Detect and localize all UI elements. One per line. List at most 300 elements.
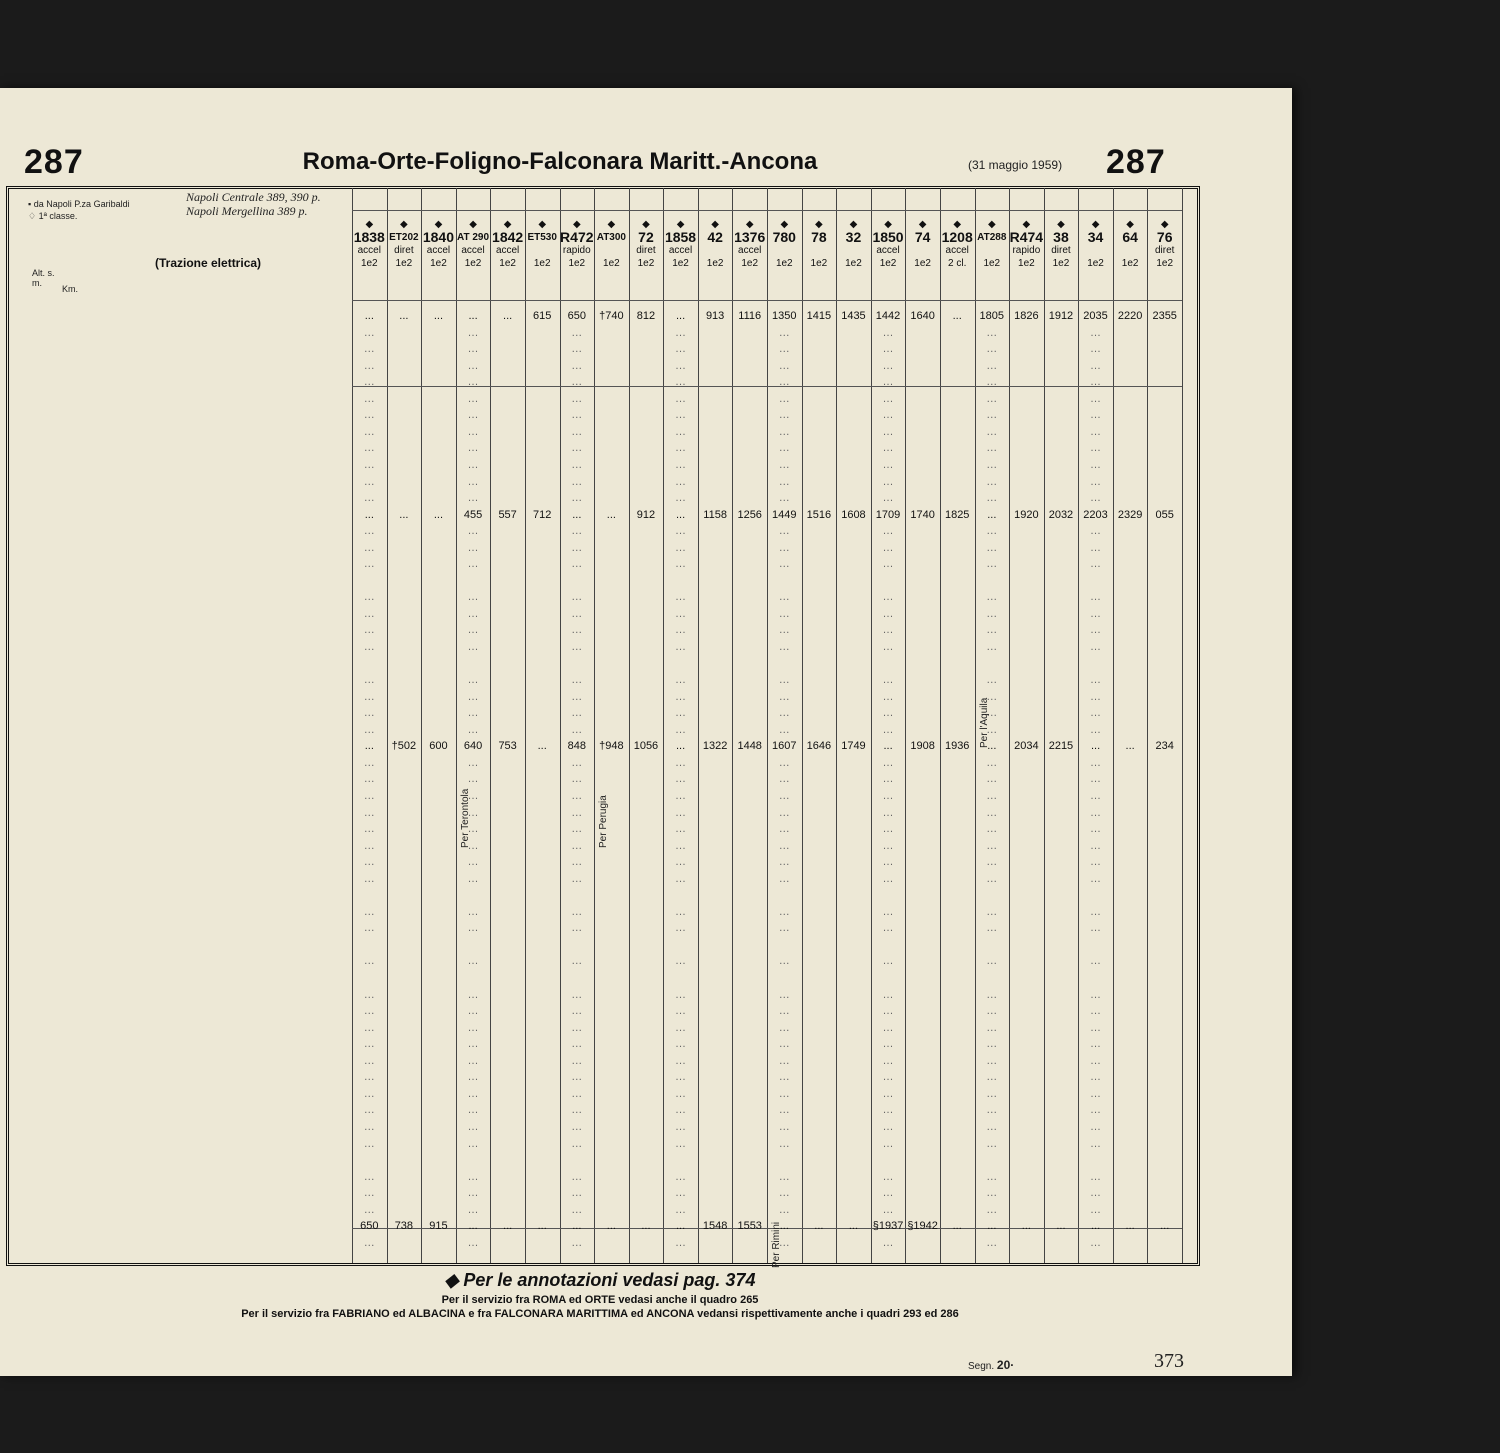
empty-cell: … (1090, 458, 1102, 471)
empty-cell: … (778, 492, 790, 505)
empty-cell: … (363, 1005, 375, 1018)
station-row (10, 591, 350, 607)
empty-cell: … (778, 905, 790, 918)
edition-date: (31 maggio 1959) (968, 158, 1063, 172)
station-row (10, 989, 350, 1005)
empty-cell: … (467, 425, 479, 438)
empty-cell: … (882, 591, 894, 604)
station-row (10, 1187, 350, 1203)
time-cell: ... (468, 310, 478, 322)
empty-cell: … (675, 707, 687, 720)
empty-cell: … (986, 674, 998, 687)
empty-cell: … (467, 1120, 479, 1133)
empty-cell: … (882, 674, 894, 687)
empty-cell: … (363, 376, 375, 389)
station-row (10, 1204, 350, 1220)
train-number: 1208 (941, 229, 973, 245)
train-header (525, 218, 560, 270)
empty-cell: … (882, 641, 894, 653)
time-cell: ... (468, 1220, 478, 1233)
empty-cell: … (1090, 905, 1102, 918)
empty-cell: … (467, 607, 479, 620)
empty-cell: … (675, 525, 687, 538)
time-cell: ... (364, 310, 374, 322)
empty-cell: … (1090, 789, 1102, 802)
time-cell: 738 (394, 1220, 414, 1233)
time-cell: ... (606, 1220, 616, 1233)
empty-cell: … (363, 425, 375, 438)
timetable-grid (352, 188, 1182, 1268)
empty-cell: … (467, 326, 479, 339)
train-type (1113, 244, 1148, 257)
train-header (871, 218, 906, 270)
empty-cell: … (1090, 806, 1102, 819)
empty-cell: … (467, 690, 479, 703)
time-cell: 2035 (1083, 310, 1108, 322)
empty-cell: … (1090, 1005, 1102, 1018)
empty-cell: … (571, 591, 583, 604)
empty-cell: … (675, 607, 687, 620)
column-divider (629, 188, 630, 1263)
empty-cell: … (467, 1021, 479, 1034)
empty-cell: … (1090, 1104, 1102, 1117)
empty-cell: … (363, 607, 375, 620)
empty-cell: … (778, 425, 790, 438)
empty-cell: … (882, 343, 894, 356)
train-number: R474 (1009, 229, 1044, 245)
empty-cell: … (467, 1071, 479, 1084)
train-number: 1858 (664, 229, 697, 245)
time-cell: §1942 (907, 1220, 938, 1233)
empty-cell: … (986, 1137, 998, 1150)
diamond-icon: ◆ (469, 219, 477, 230)
empty-cell: … (363, 905, 375, 918)
empty-cell: … (882, 773, 894, 786)
empty-cell: … (778, 376, 790, 389)
empty-cell: … (986, 839, 998, 852)
empty-cell: … (1090, 1054, 1102, 1067)
time-cell: 2355 (1152, 310, 1177, 322)
empty-cell: … (1090, 607, 1102, 620)
station-row (10, 873, 350, 889)
empty-cell: … (1090, 1170, 1102, 1183)
empty-cell: … (467, 756, 479, 769)
diamond-icon: ◆ (1091, 219, 1100, 230)
empty-cell: … (675, 641, 687, 653)
train-header (940, 218, 975, 270)
time-cell: ... (537, 1220, 547, 1233)
empty-cell: … (467, 1038, 479, 1051)
empty-cell: … (571, 856, 583, 869)
train-type: rapido (1012, 245, 1041, 256)
station-row (10, 442, 350, 458)
empty-cell: … (571, 789, 583, 802)
empty-cell: … (571, 1038, 583, 1051)
empty-cell: … (1090, 492, 1102, 505)
empty-cell: … (571, 1054, 583, 1067)
page-number-left: 287 (24, 143, 84, 181)
station-row (10, 790, 350, 806)
empty-cell: … (467, 872, 479, 885)
time-cell: ... (883, 740, 893, 753)
empty-cell: … (986, 690, 998, 703)
empty-cell: … (467, 1104, 479, 1117)
time-cell: 1256 (737, 508, 762, 521)
train-type: accel (495, 245, 520, 256)
time-cell: 1415 (806, 310, 832, 322)
column-divider (594, 188, 595, 1263)
column-divider (940, 188, 941, 1263)
empty-cell: … (882, 326, 894, 339)
empty-cell: … (986, 1005, 998, 1018)
train-number: 74 (914, 229, 931, 245)
train-number: 78 (811, 229, 827, 245)
empty-cell: … (571, 723, 583, 736)
empty-cell: … (467, 789, 479, 802)
empty-cell: … (675, 1104, 687, 1117)
time-cell: 2034 (1014, 740, 1039, 753)
train-number: 1840 (422, 229, 455, 245)
empty-cell: … (363, 872, 375, 885)
empty-cell: … (778, 674, 790, 687)
empty-cell: … (571, 922, 583, 935)
time-cell: 912 (636, 508, 656, 521)
train-header (1078, 218, 1113, 270)
empty-cell: … (778, 690, 790, 703)
time-cell: 1805 (979, 310, 1005, 322)
empty-cell: … (363, 723, 375, 736)
time-cell: 1825 (944, 508, 970, 521)
empty-cell: … (467, 1170, 479, 1183)
row-divider (352, 300, 1182, 301)
empty-cell: … (363, 789, 375, 802)
train-number: 72 (638, 229, 654, 245)
annotations-note: ◆ Per le annotazioni vedasi pag. 374 (444, 1270, 756, 1290)
time-cell: ... (987, 740, 997, 753)
empty-cell: … (571, 1137, 583, 1150)
empty-cell: … (882, 1054, 894, 1067)
time-cell: ... (952, 1220, 962, 1233)
train-type: accel (738, 245, 762, 256)
time-cell: 1826 (1014, 310, 1039, 322)
empty-cell: … (675, 541, 687, 554)
time-cell: 234 (1155, 740, 1174, 753)
empty-cell: … (986, 326, 998, 339)
empty-cell: … (571, 1021, 583, 1034)
train-class: 1e2 (1156, 258, 1174, 269)
empty-cell: … (467, 1236, 479, 1249)
time-cell: ... (675, 508, 686, 521)
header-notes (28, 198, 130, 222)
empty-cell: … (986, 806, 998, 819)
empty-cell: … (882, 525, 894, 538)
time-cell: ... (606, 508, 616, 521)
train-header (975, 218, 1010, 270)
empty-cell: … (1090, 1038, 1102, 1051)
column-divider (387, 188, 388, 1263)
empty-cell: … (882, 392, 894, 405)
empty-cell: … (1090, 839, 1102, 852)
empty-cell: … (675, 1021, 687, 1034)
empty-cell: … (778, 806, 790, 819)
empty-cell: … (778, 442, 790, 455)
empty-cell: … (363, 359, 375, 372)
empty-cell: … (986, 1071, 998, 1084)
alt-header: Alt. s. m. (32, 268, 55, 288)
empty-cell: … (986, 905, 998, 918)
empty-cell: … (778, 1170, 790, 1183)
empty-cell: … (778, 525, 790, 538)
empty-cell: … (571, 690, 583, 703)
empty-cell: … (986, 525, 998, 538)
empty-cell: … (571, 343, 583, 356)
empty-cell: … (467, 1137, 479, 1150)
train-type: diret (636, 245, 656, 256)
empty-cell: … (778, 773, 790, 786)
empty-cell: … (571, 641, 583, 653)
empty-cell: … (778, 359, 790, 372)
empty-cell: … (571, 1170, 583, 1183)
train-number: 780 (772, 229, 796, 245)
empty-cell: … (882, 872, 894, 885)
empty-cell: … (882, 988, 894, 1001)
empty-cell: … (986, 641, 998, 653)
empty-cell: … (1090, 1071, 1102, 1084)
time-cell: 1740 (910, 508, 935, 521)
empty-cell: … (571, 409, 583, 422)
empty-cell: … (986, 359, 998, 372)
train-class: 1e2 (845, 258, 862, 269)
naples-mergellina: Napoli Mergellina 389 p. (186, 204, 308, 218)
empty-cell: … (778, 1054, 790, 1067)
page-number-right: 287 (1106, 143, 1166, 181)
time-cell: ... (952, 310, 962, 322)
train-type (802, 244, 837, 257)
empty-cell: … (778, 823, 790, 836)
empty-cell: … (986, 1038, 998, 1051)
time-cell: ... (1160, 1220, 1170, 1233)
empty-cell: … (986, 475, 998, 488)
empty-cell: … (363, 1021, 375, 1034)
empty-cell: … (363, 690, 375, 703)
empty-cell: … (675, 723, 687, 736)
empty-cell: … (986, 773, 998, 786)
diamond-icon: ◆ (503, 219, 512, 230)
diamond-icon: ◆ (642, 219, 650, 230)
train-header (802, 218, 837, 270)
empty-cell: … (1090, 723, 1102, 736)
empty-cell: … (986, 624, 998, 637)
train-type (975, 244, 1010, 257)
empty-cell: … (363, 1038, 375, 1051)
empty-cell: … (882, 475, 894, 488)
empty-cell: … (675, 492, 687, 505)
empty-cell: … (675, 475, 687, 488)
station-row (10, 310, 350, 326)
time-cell: ... (1090, 1220, 1101, 1233)
empty-cell: … (882, 756, 894, 769)
empty-cell: … (882, 624, 894, 637)
empty-cell: … (363, 1071, 375, 1084)
station-row (10, 823, 350, 839)
empty-cell: … (778, 607, 790, 620)
empty-cell: … (467, 1054, 479, 1067)
empty-cell: … (778, 558, 790, 571)
diamond-icon: ◆ (434, 219, 443, 230)
empty-cell: … (675, 442, 687, 455)
empty-cell: … (882, 1104, 894, 1117)
station-row (10, 955, 350, 971)
train-class: 1e2 (1018, 258, 1035, 269)
station-row (10, 542, 350, 558)
time-cell: 1646 (806, 740, 832, 753)
time-cell: 455 (463, 508, 483, 521)
time-cell: 650 (567, 310, 586, 322)
empty-cell: … (571, 872, 583, 885)
empty-cell: … (571, 425, 583, 438)
empty-cell: … (675, 955, 687, 968)
diamond-icon: ◆ (884, 219, 892, 230)
empty-cell: … (986, 425, 998, 438)
train-number: 34 (1087, 229, 1104, 245)
empty-cell: … (986, 1187, 998, 1200)
empty-cell: … (986, 376, 998, 389)
empty-cell: … (675, 1087, 687, 1100)
empty-cell: … (467, 343, 479, 356)
empty-cell: … (1090, 359, 1102, 372)
empty-cell: … (675, 674, 687, 687)
diamond-icon: ◆ (953, 219, 962, 230)
empty-cell: … (571, 541, 583, 554)
empty-cell: … (363, 641, 375, 653)
empty-cell: … (986, 392, 998, 405)
train-header (1147, 218, 1182, 270)
train-number: 76 (1156, 229, 1173, 245)
column-divider (525, 188, 526, 1263)
station-row (10, 1055, 350, 1071)
empty-cell: … (675, 558, 687, 571)
empty-cell: … (778, 1021, 790, 1034)
empty-cell: … (882, 922, 894, 935)
diamond-icon: ◆ (365, 219, 374, 230)
empty-cell: … (1090, 541, 1102, 554)
empty-cell: … (571, 392, 583, 405)
station-row (10, 327, 350, 343)
empty-cell: … (882, 823, 894, 836)
station-row (10, 1104, 350, 1120)
empty-cell: … (467, 525, 479, 538)
time-cell: 557 (498, 508, 517, 521)
empty-cell: … (675, 856, 687, 869)
empty-cell: … (363, 1236, 375, 1249)
time-cell: 1640 (910, 310, 935, 322)
empty-cell: … (571, 376, 583, 389)
column-divider (836, 188, 837, 1263)
train-header (1044, 218, 1079, 270)
empty-cell: … (1090, 756, 1102, 769)
column-divider (1044, 188, 1045, 1263)
empty-cell: … (882, 1170, 894, 1183)
train-header (732, 218, 767, 270)
empty-cell: … (467, 409, 479, 422)
train-header (836, 218, 871, 270)
time-cell: 1936 (944, 740, 970, 753)
empty-cell: … (363, 988, 375, 1001)
train-class: 1e2 (464, 258, 482, 269)
empty-cell: … (778, 1120, 790, 1133)
empty-cell: … (986, 756, 998, 769)
empty-cell: … (571, 988, 583, 1001)
empty-cell: … (571, 1087, 583, 1100)
empty-cell: … (363, 409, 375, 422)
station-row (10, 1005, 350, 1021)
empty-cell: … (571, 442, 583, 455)
column-divider (421, 188, 422, 1263)
time-cell: 640 (463, 740, 483, 753)
traction-note: (Trazione elettrica) (155, 256, 262, 270)
empty-cell: … (986, 343, 998, 356)
diamond-icon: ◆ (572, 219, 581, 230)
empty-cell: … (778, 1005, 790, 1018)
empty-cell: … (571, 1187, 583, 1200)
train-class: 1e2 (672, 258, 689, 269)
empty-cell: … (363, 922, 375, 935)
time-cell: 2215 (1048, 740, 1074, 753)
empty-cell: … (571, 823, 583, 836)
fabriano-albacina-note: Per il servizio fra FABRIANO ed ALBACINA e fra FALCONARA MARITTIMA ed ANCONA vedansi rispettivamente anche i quadri 293 ed 286 (241, 1308, 959, 1320)
diamond-icon: ◆ (815, 219, 823, 230)
train-number: ET202 (389, 232, 419, 243)
train-class: 1e2 (603, 258, 620, 269)
column-divider (732, 188, 733, 1263)
empty-cell: … (675, 1071, 687, 1084)
empty-cell: … (882, 690, 894, 703)
empty-cell: … (363, 392, 375, 405)
station-row (10, 1038, 350, 1054)
time-cell: 2032 (1048, 508, 1074, 521)
empty-cell: … (571, 326, 583, 339)
route-label-rimini: Per Rimini (771, 1221, 782, 1268)
empty-cell: … (882, 839, 894, 852)
empty-cell: … (363, 475, 375, 488)
time-cell: 1607 (772, 740, 797, 753)
empty-cell: … (778, 1104, 790, 1117)
empty-cell: … (467, 707, 479, 720)
train-header (490, 218, 525, 270)
empty-cell: … (778, 955, 790, 968)
time-cell: ... (364, 740, 374, 753)
empty-cell: … (882, 558, 894, 571)
train-class: 1e2 (741, 258, 759, 269)
empty-cell: … (1090, 1137, 1102, 1150)
time-cell: 055 (1155, 508, 1174, 521)
empty-cell: … (778, 475, 790, 488)
train-header (560, 218, 595, 270)
empty-cell: … (1090, 988, 1102, 1001)
train-header (767, 218, 802, 270)
empty-cell: … (467, 591, 479, 604)
empty-cell: … (1090, 624, 1102, 637)
time-cell: 812 (636, 310, 656, 322)
time-cell: 848 (567, 740, 586, 753)
empty-cell: … (363, 525, 375, 538)
train-header (629, 218, 664, 270)
empty-cell: … (363, 856, 375, 869)
station-row (10, 360, 350, 376)
empty-cell: … (1090, 707, 1102, 720)
train-type (594, 244, 629, 257)
train-type (1078, 244, 1113, 257)
